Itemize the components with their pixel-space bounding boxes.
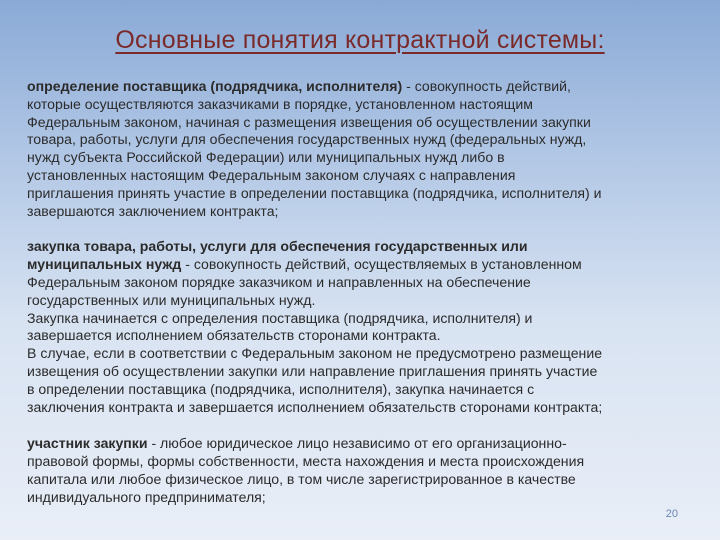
definition-line: Федеральным законом порядке заказчиком и направленных на обеспечение xyxy=(27,273,531,290)
definition-line: Закупка начинается с определения поставщика (подрядчика, исполнителя) и xyxy=(27,309,533,326)
definition-line: В случае, если в соответствии с Федеральным законом не предусмотрено размещение xyxy=(27,345,603,362)
definition-line: извещения об осуществлении закупки или направление приглашения принять участие xyxy=(27,362,598,379)
definition-line: индивидуального предпринимателя; xyxy=(27,488,266,505)
definition-line xyxy=(27,256,697,274)
definition-term: участник закупки xyxy=(27,435,148,452)
definition-line xyxy=(27,78,697,96)
definition-line: которые осуществляются заказчиками в порядке, установленном настоящим xyxy=(27,95,533,112)
definition-line: Федеральным законом, начиная с размещения извещения об осуществлении закупки xyxy=(27,113,591,130)
definition-line: приглашения принять участие в определении поставщика (подрядчика, исполнителя) и xyxy=(27,184,602,201)
page-title: Основные понятия контрактной системы: xyxy=(115,26,605,54)
definition-procurement-participant xyxy=(27,435,697,506)
definition-line: товара, работы, услуги для обеспечения государственных нужд (федеральных нужд, xyxy=(27,131,587,148)
definitions-content xyxy=(27,78,697,507)
definition-text: - любое юридическое лицо независимо от его организационно- xyxy=(147,435,567,452)
definition-line: правовой формы, формы собственности, места нахождения и места происхождения xyxy=(27,453,585,470)
definition-line xyxy=(27,435,697,453)
definition-line: установленных настоящим Федеральным законом случаях с направления xyxy=(27,166,516,183)
definition-line: завершаются заключением контракта; xyxy=(27,202,279,219)
definition-line: завершается исполнением обязательств сторонами контракта. xyxy=(27,327,441,344)
definition-term: муниципальных нужд xyxy=(27,256,182,273)
definition-line: заключения контракта и завершается исполнением обязательств сторонами контракта; xyxy=(27,398,603,415)
definition-supplier-determination xyxy=(27,78,697,220)
definition-line: государственных или муниципальных нужд. xyxy=(27,291,316,308)
definition-term: закупка товара, работы, услуги для обеспечения государственных или xyxy=(27,238,528,255)
definition-line: нужд субъекта Российской Федерации) или муниципальных нужд либо в xyxy=(27,149,505,166)
definition-text: - совокупность действий, осуществляемых в установленном xyxy=(181,256,582,273)
paragraph-spacer xyxy=(27,416,697,435)
definition-text: - совокупность действий, xyxy=(402,78,571,94)
definition-line: в определении поставщика (подрядчика, исполнителя), закупка начинается с xyxy=(27,380,535,397)
page-number: 20 xyxy=(665,508,678,520)
paragraph-spacer xyxy=(27,220,697,238)
definition-term: определение поставщика (подрядчика, исполнителя) xyxy=(27,78,403,94)
definition-procurement xyxy=(27,238,697,416)
definition-line: капитала или любое физическое лицо, в том числе зарегистрированное в качестве xyxy=(27,470,576,487)
